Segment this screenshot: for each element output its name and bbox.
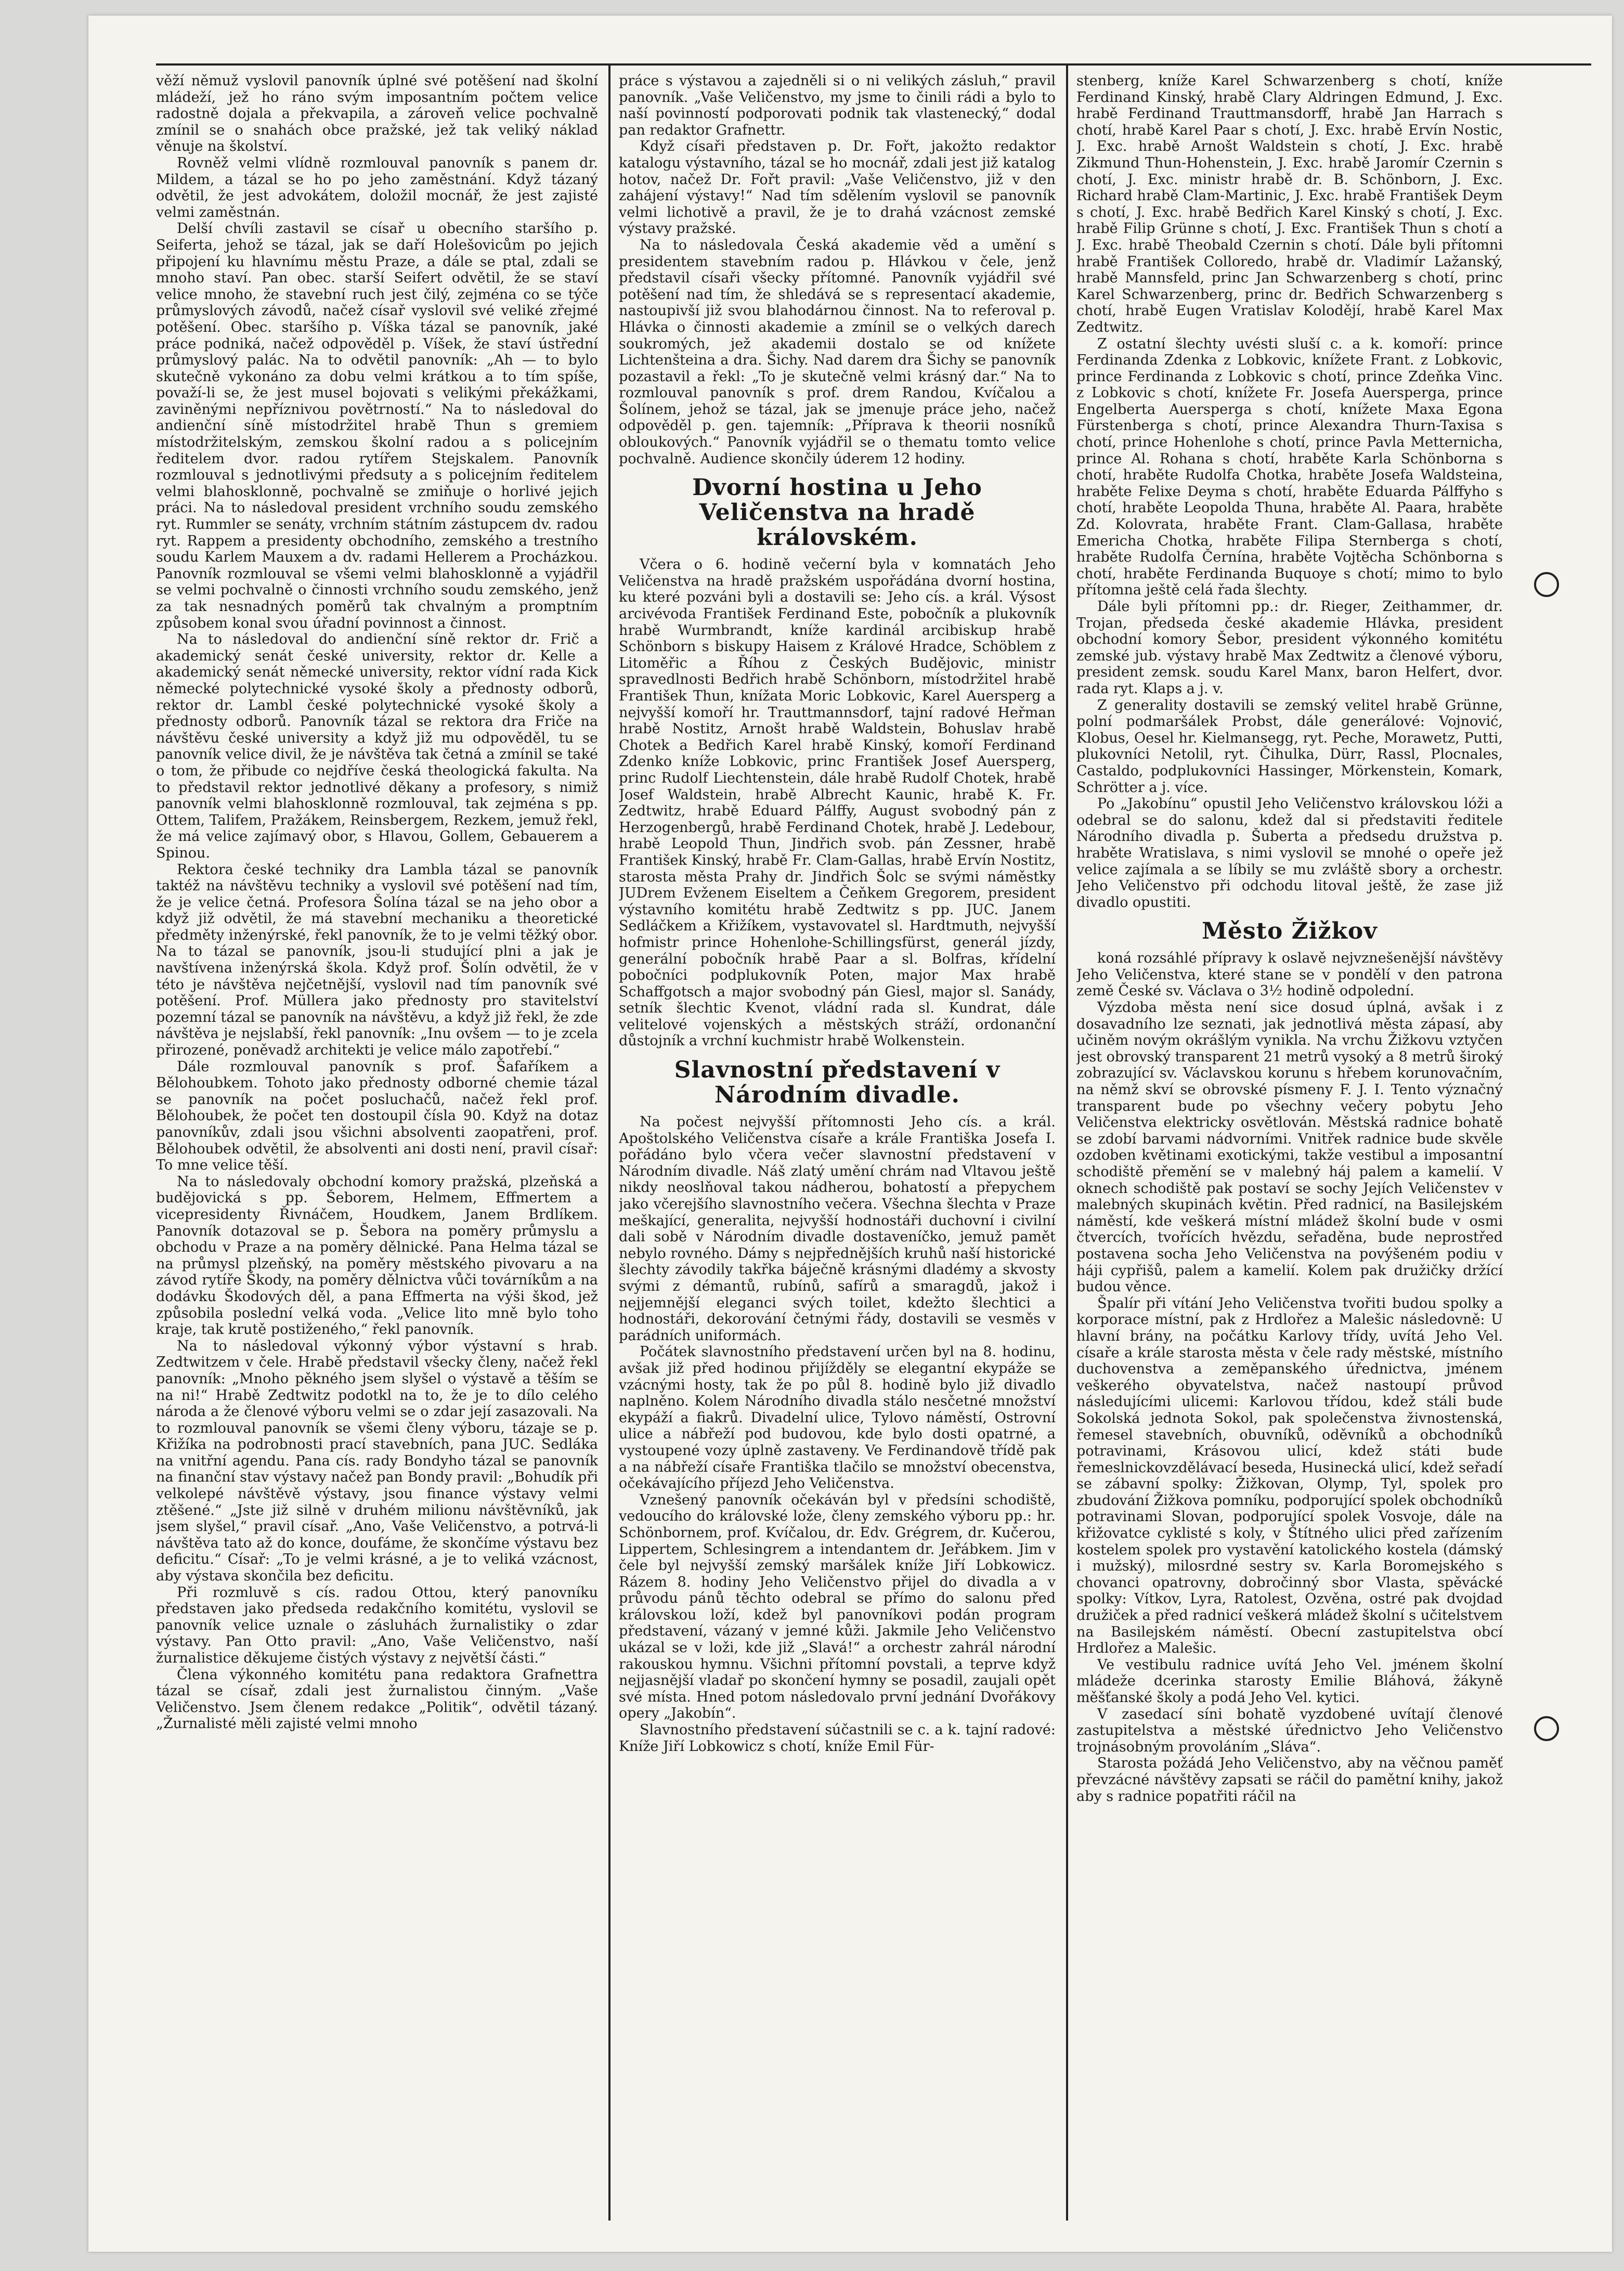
article-headline: Město Žižkov — [1202, 918, 1378, 945]
article-paragraph: stenberg, kníže Karel Schwarzenberg s chotí, kníže Ferdinand Kinský, hrabě Clary Aldringen Edmund, J. Exc. hrabě Ferdinand Trauttmansdorff, hrabě Jan Harrach s chotí, hrabě Karel Paar s chotí, J. Exc. hrabě Ervín Nostic, J. Exc. hrabě Arnošt Waldstein s chotí, J. Exc. hrabě Zikmund Thun-Hohenstein, J. Exc. hrabě Jaromír Czernin s chotí, J. Exc. ministr hrabě dr. B. Schönborn, J. Exc. Richard hrabě Clam-Martinic, J. Exc. hrabě František Deym s chotí, J. Exc. hrabě Bedřich Karel Kinský s chotí, J. Exc. hrabě Filip Grünne s chotí, J. Exc. František Thun s chotí a J. Exc. hrabě Theobald Czernin s chotí. Dále byli přítomni hrabě František Colloredo, hrabě dr. Vladimír Lažanský, hrabě Mannsfeld, princ Jan Schwarzenberg s chotí, princ Karel Schwarzenberg, princ dr. Bedřich Schwarzenberg s chotí, hrabě Eugen Vratislav Kolodějí, hrabě Karel Max Zedtwitz. — [1076, 73, 1503, 335]
article-paragraph: Na to následoval do andienční síně rektor dr. Frič a akademický senát české university, rektor dr. Kelle a akademický senát německé university, rektor vídní rada Kick německé polytechnické vysoké školy a přednosty odborů, rektor dr. Lambl české polytechnické vysoké školy a přednosty odborů. Panovník tázal se rektora dra Friče na návštěvu české university a když již mu odpověděl, tu se panovník velice divil, že je návštěva tak četná a zmínil se také o tom, že přibude co nejdříve česká theologická fakulta. Na to představil rektor jednotlivé děkany a profesory, s nimiž panovník velmi blahosklonně rozmlouval, tak zejména s pp. Ottem, Talifem, Pražákem, Reinsbergem, Rezkem, jemuž řekl, že má velice zajímavý obor, s Hlavou, Gollem, Gebauerem a Spinou. — [156, 631, 598, 861]
article-paragraph: Ve vestibulu radnice uvítá Jeho Vel. jménem školní mládeže dcerinka starosty Emilie Bláhová, žákyně měšťanské školy a podá Jeho Vel. kytici. — [1076, 1656, 1503, 1706]
article-paragraph: Výzdoba města není sice dosud úplná, avšak i z dosavadního lze seznati, jak jednotlivá města zápasí, aby učiněm novým okrášlým vynikla. Na vrchu Žižkovu vztyčen jest obrovský transparent 21 metrů vysoký a 8 metrů široký zobrazující sv. Václavskou korunu s hřebem korunovačním, na němž skví se obrovské písmeny F. J. I. Tento význačný transparent bude po všechny večery pobytu Jeho Veličenstva elektricky osvětlován. Městská radnice bohatě se zdobí barvami nádvorními. Vnitřek radnice bude skvěle ozdoben květinami exotickými, takže vestibul a imposantní schodiště přemění se v malebný háj palem a kamelií. V oknech schodiště pak postaví se sochy Jejích Veličenstev v malebných skupinách květin. Před radnicí, na Basilejském náměstí, kde veškerá místní mládež školní bude v osmi čtvercích, tvořících hvězdu, seřaděna, bude neprostřed postavena socha Jeho Veličenstva na povýšeném podiu v háji cypřišů, palem a kamelií. Kolem pak družičky držící budou věnce. — [1076, 1000, 1503, 1295]
article-paragraph: Rektora české techniky dra Lambla tázal se panovník taktéž na návštěvu techniky a vyslovil své potěšení nad tím, že je velice četná. Profesora Šolína tázal se na jeho obor a když již odvětil, že má stavební mechaniku a theoretické předměty inženýrské, řekl panovník, že to je velmi těžký obor. Na to tázal se panovník, jsou-li studující plni a jak je navštívena inženýrská škola. Když prof. Šolín odvětil, že v této je návštěva nejčetnější, vyslovil nad tím panovník své potěšení. Prof. Müllera jako přednosty pro stavitelství pozemní tázal se panovník na návštěvu, a když již řekl, že zde návštěva je nejslabší, řekl panovník: „Inu ovšem — to je zcela přirozené, poněvadž architekti je velice málo zapotřebí.“ — [156, 861, 598, 1059]
article-paragraph: Člena výkonného komitétu pana redaktora Grafnettra tázal se císař, zdali jest žurnalistou činným. „Vaše Veličenstvo. Jsem členem redakce „Politik“, odvětil tázaný. „Žurnalisté měli zajisté velmi mnoho — [156, 1666, 598, 1732]
article-paragraph: V zasedací síni bohatě vyzdobené uvítají členové zastupitelstva a městské úřednictvo Jeho Veličenstvo trojnásobným provoláním „Sláva“. — [1076, 1706, 1503, 1755]
article-paragraph: Na to následovaly obchodní komory pražská, plzeňská a budějovická s pp. Šeborem, Helmem, Effmertem a vicepresidenty Řivnáčem, Houdkem, Janem Brdlíkem. Panovník dotazoval se p. Šebora na poměry průmyslu a obchodu v Praze a na poměry dělnické. Pana Helma tázal se na průmysl plzeňský, na poměry městského pivovaru a na závod rytíře Škody, na poměry dělnictva vůči továrníkům a na dodávku Škodových děl, a pana Effmerta na výši škod, jež způsobila poslední velká voda. „Velice lito mně bylo toho kraje, tak krutě postiženého,“ řekl panovník. — [156, 1173, 598, 1338]
article-paragraph: Když císaři představen p. Dr. Fořt, jakožto redaktor katalogu výstavního, tázal se ho mocnář, zdali jest již katalog hotov, načež Dr. Fořt pravil: „Vaše Veličenstvo, již v den zahájení výstavy!“ Nad tím sdělením vyslovil se panovník velmi lichotivě a pravil, že je to drahá vzácnost zemské výstavy pražské. — [619, 138, 1056, 237]
article-paragraph: práce s výstavou a zajedněli si o ni velikých zásluh,“ pravil panovník. „Vaše Veličenstvo, my jsme to činili rádi a bylo to naší povinností podporovati podnik tak vlastenecký,“ dodal pan redaktor Grafnettr. — [619, 73, 1056, 138]
article-headline: Dvorní hostina u Jeho Veličenstva na hradě královském. — [692, 474, 982, 551]
article-headline: Slavnostní představení v Národním divadle. — [674, 1057, 1001, 1109]
column-1 — [156, 73, 598, 2215]
article-paragraph: Z ostatní šlechty uvésti sluší c. a k. komoří: prince Ferdinanda Zdenka z Lobkovic, knížete Frant. z Lobkovic, prince Ferdinanda z Lobkovic s chotí, prince Zdeňka Vinc. z Lobkovic s chotí, knížete Fr. Josefa Auersperga, prince Engelberta Auersperga s chotí, knížete Maxa Egona Fürstenberga s chotí, prince Alexandra Thurn-Taxisa s chotí, prince Hohenlohe s chotí, prince Pavla Metternicha, prince Al. Rohana s chotí, hraběte Karla Schönborna s chotí, hraběte Rudolfa Chotka, hraběte Josefa Waldsteina, hraběte Felixe Deyma s chotí, hraběte Eduarda Pálffyho s chotí, hraběte Leopolda Thuna, hraběte Al. Paara, hraběte Zd. Kolovrata, hraběte Frant. Clam-Gallasa, hraběte Emericha Chotka, hraběte Filipa Sternberga s chotí, hraběte Rudolfa Černína, hraběte Vojtěcha Schönborna s chotí, hraběte Ferdinanda Buquoye s chotí; mimo to bylo přítomna ještě celá řada šlechty. — [1076, 335, 1503, 599]
article-paragraph: Dále byli přítomni pp.: dr. Rieger, Zeithammer, dr. Trojan, předseda české akademie Hlávka, president obchodní komory Šebor, president výkonného komitétu zemské jub. výstavy hrabě Max Zedtwitz a členové výboru, president zemsk. soudu Karel Manx, baron Helfert, dvor. rada ryt. Klaps a j. v. — [1076, 599, 1503, 697]
newspaper-page — [88, 16, 1612, 2252]
article-paragraph: Starosta požádá Jeho Veličenstvo, aby na věčnou paměť převzácné návštěvy zapsati se ráčil do pamětní knihy, jakož aby s radnice popatřiti ráčil na — [1076, 1755, 1503, 1805]
top-rule — [156, 63, 1591, 66]
column-rule-2 — [1066, 66, 1068, 2221]
binding-hole — [1534, 1716, 1559, 1741]
article-paragraph: Rovněž velmi vlídně rozmlouval panovník s panem dr. Mildem, a tázal se ho po jeho zaměstnání. Když tázaný odvětil, že jest advokátem, doložil mocnář, že jest zajisté velmi zaměstnán. — [156, 154, 598, 220]
article-paragraph: Špalír při vítání Jeho Veličenstva tvořiti budou spolky a korporace místní, pak z Hrdlořez a Malešic následovně: U hlavní brány, na počátku Karlovy třídy, uvítá Jeho Vel. císaře a krále starosta města v čele rady městské, místního duchovenstva a zeměpanského úřednictva, jménem veškerého obyvatelstva, načež nastoupí průvod následujícími ulicemi: Karlovou třídou, kdež stáli bude Sokolská jednota Sokol, pak společenstva živnostenská, řemesel stavebních, obuvníků, oděvníků a obchodníků potravinami, Krásovou ulicí, kdež státi bude řemeslnickovzdělávací beseda, Husinecká ulicí, kdež seřadí se zábavní spolky: Žižkovan, Olymp, Tyl, spolek pro zbudování Žižkova pomníku, podporující spolek obchodníků potravinami Slovan, podporující spolek Vosvoje, dále na křižovatce cyklisté s koly, v Štítného ulici před zařízením kostelem spolek pro vystavění katolického kostela (dámský i mužský), milosrdné sestry sv. Karla Boromejského s chovanci opatrovny, dobročinný sbor Vlasta, spěvácké spolky: Vítkov, Lyra, Ratolest, Ozvěna, ostré pak dvojdad družiček a před radnicí veškerá mládež školní s učitelstvem na Basilejském náměstí. Obecní zastupitelstva obcí Hrdlořez a Malešic. — [1076, 1295, 1503, 1657]
article-paragraph: Slavnostního představení súčastnili se c. a k. tajní radové: Kníže Jiří Lobkowicz s chotí, kníže Emil Für- — [619, 1722, 1056, 1755]
article-paragraph: věží němuž vyslovil panovník úplné své potěšení nad školní mládeží, jež ho ráno svým imposantním počtem velice radostně dojala a překvapila, a zároveň velice pochvalně zmínil se o snahách obce pražské, jež tak veliký náklad věnuje na školství. — [156, 73, 598, 155]
article-paragraph: Na počest nejvyšší přítomnosti Jeho cís. a král. Apoštolského Veličenstva císaře a krále Františka Josefa I. pořádáno bylo včera večer slavnostní představení v Národním divadle. Náš zlatý umění chrám nad Vltavou ještě nikdy neoslňoval takou nádherou, bohatostí a přepychem jako včerejšího slavnostního večera. Všechna šlechta v Praze meškající, generalita, nejvyšší hodnostáři duchovní i civilní dali sobě v Národním divadle dostaveníčko, jemuž pamět nebylo rovného. Dámy s nejpřednějších kruhů naší historické šlechty závodily takřka báječně krásnými dladémy a skvosty svými z démantů, rubínů, safírů a smaragdů, jakož i nejjemnější eleganci svých toilet, kdežto šlechtici a hodnostáři, dekorování četnými řády, dostavili se vesměs v parádních uniformách. — [619, 1114, 1056, 1344]
article-paragraph: Po „Jakobínu“ opustil Jeho Veličenstvo královskou lóži a odebral se do salonu, kdež dal si představiti ředitele Národního divadla p. Šuberta a předsedu družstva p. hraběte Wratislava, s nimi vyslovil se mnohé o opeře jež velice zajímala a se líbily se mu zvláště sbory a orchestr. Jeho Veličenstvo při odchodu litoval ještě, že zase již divadlo opustiti. — [1076, 796, 1503, 911]
article-paragraph: Na to následovala Česká akademie věd a umění s presidentem stavebním radou p. Hlávkou v čele, jenž představil císaři všecky přítomné. Panovník vyjádřil své potěšení nad tím, že shledává se s representací akademie, nastoupivší již svou blahodárnou činnost. Na to referoval p. Hlávka o činnosti akademie a zmínil se o velkých darech soukromých, jež akademii dostalo se od knížete Lichtenšteina a dra. Šichy. Nad darem dra Šichy se panovník pozastavil a řekl: „To je skutečně velmi krásný dar.“ Na to rozmlouval panovník s prof. drem Randou, Kvíčalou a Šolínem, jehož se tázal, jak se jmenuje práce jeho, načež odpověděl p. gen. tajemník: „Příprava k theorii nosníků obloukových.“ Panovník vyjádřil se o thematu tomto velice pochvalně. Audience skončily úderem 12 hodiny. — [619, 237, 1056, 467]
article-paragraph: Na to následoval výkonný výbor výstavní s hrab. Zedtwitzem v čele. Hrabě představil všecky členy, načež řekl panovník: „Mnoho pěkného jsem slyšel o výstavě a těším se na ni!“ Hrabě Zedtwitz podotkl na to, že je to dílo celého národa a že členové výboru velmi se o zdar její zasazovali. Na to rozmlouval panovník se všemi členy výboru, tázaje se p. Křižíka na podrobnosti prací stavebních, pana JUC. Sedláka na vnitřní agendu. Pana cís. rady Bondyho tázal se panovník na finanční stav výstavy načež pan Bondy pravil: „Bohudík při velkolepé návštěvě výstavy, jsou finance výstavy velmi ztěšené.“ „Jste již silně v druhém milionu návštěvníků, jak jsem slyšel,“ pravil císař. „Ano, Vaše Veličenstvo, a potrvá-li návštěva tato až do konce, doufáme, že skončíme výstavu bez deficitu.“ Císař: „To je velmi krásné, a je to veliká vzácnost, aby výstava skončila bez deficitu. — [156, 1338, 598, 1585]
article-paragraph: Vznešený panovník očekáván byl v předsíni schodiště, vedoucího do královské lože, členy zemského výboru pp.: hr. Schönbornem, prof. Kvíčalou, dr. Edv. Grégrem, dr. Kučerou, Lippertem, Schlesingrem a intendantem dr. Jeřábkem. Jim v čele byl nejvyšší zemský maršálek kníže Jiří Lobkowicz. Rázem 8. hodiny Jeho Veličenstvo přijel do divadla a v průvodu pánů těchto odebral se přímo do salonu před královskou loží, kdež byl panovníkovi podán program představení, vázaný v jemné kůži. Jakmile Jeho Veličenstvo ukázal se v loži, kde již „Slavá!“ a orchestr zahrál národní rakouskou hymnu. Všichni přítomní povstali, a teprve když nejjasnější vladař po skončení hymny se posadil, zaujali opět své místa. Hned potom následovalo první jednání Dvořákovy opery „Jakobín“. — [619, 1491, 1056, 1722]
column-rule-1 — [608, 66, 610, 2221]
binding-hole — [1534, 572, 1559, 597]
article-paragraph: Dále rozmlouval panovník s prof. Šafaříkem a Bělohoubkem. Tohoto jako přednosty odborné chemie tázal se panovník na počet posluchačů, načež řekl prof. Bělohoubek, že počet ten dostoupil čísla 90. Když na dotaz panovníkův, zdali jsou všichni absolventi zaopatřeni, prof. Bělohoubek odvětil, že absolventi ani dosti není, pravil císař: To mne velice těší. — [156, 1058, 598, 1174]
article-paragraph: Počátek slavnostního představení určen byl na 8. hodinu, avšak již před hodinou přijížděly se elegantní ekypáže se vzácnými hosty, tak že po půl 8. hodině bylo již divadlo naplněno. Kolem Národního divadla stálo nesčetné množství ekypáží a fiakrů. Divadelní ulice, Tylovo náměstí, Ostrovní ulice a nábřeží pod budovou, kde bylo dosti opatrné, a vystoupené vozy úplně zastaveny. Ve Ferdinandově třídě pak a na nábřeží císaře Františka tlačilo se množství obecenstva, očekávajícího příjezd Jeho Veličenstva. — [619, 1344, 1056, 1492]
column-3 — [1076, 73, 1503, 2215]
article-paragraph: koná rozsáhlé přípravy k oslavě nejvznešenější návštěvy Jeho Veličenstva, které stane se v pondělí v den patrona země České sv. Václava o 3½ hodině odpolední. — [1076, 950, 1503, 1000]
article-paragraph: Při rozmluvě s cís. radou Ottou, který panovníku představen jako předseda redakčního komitétu, vyslovil se panovník velice uznale o zásluhách žurnalistiky o zdar výstavy. Pan Otto pravil: „Ano, Vaše Veličenstvo, naší žurnalistice děkujeme čistých výstavy z největší části.“ — [156, 1584, 598, 1666]
column-2 — [619, 73, 1056, 2215]
article-paragraph: Včera o 6. hodině večerní byla v komnatách Jeho Veličenstva na hradě pražském uspořádána dvorní hostina, ku které pozváni byli a dostavili se: Jeho cís. a král. Výsost arcivévoda František Ferdinand Este, pobočník a plukovník hrabě Wurmbrandt, kníže kardinál arcibiskup hrabě Schönborn s biskupy Haisem z Králové Hradce, Schöblem z Litoměřic a Říhou z Českých Budějovic, ministr spravedlnosti Bedřich hrabě Schönborn, místodržitel hrabě František Thun, knížata Moric Lobkovic, Karel Auersperg a nejvyšší komoří hr. Trauttmannsdorf, tajní radové Heřman hrabě Nostitz, Arnošt hrabě Waldstein, Bohuslav hrabě Chotek a Bedřich Karel hrabě Kinský, komoří Ferdinand Zdenko kníže Lobkovic, princ František Josef Auersperg, princ Rudolf Liechtenstein, dále hrabě Rudolf Chotek, hrabě Josef Waldstein, hrabě Albrecht Kaunic, hrabě K. Fr. Zedtwitz, hrabě Eduard Pálffy, August svobodný pán z Herzogenbergů, hrabě Ferdinand Chotek, hrabě J. Ledebour, hrabě Leopold Thun, Jindřich svob. pán Zessner, hrabě František Kinský, hrabě Fr. Clam-Gallas, hrabě Ervín Nostitz, starosta města Prahy dr. Jindřich Šolc se svými náměstky JUDrem Evženem Eiseltem a Čeňkem Gregorem, president výstavního komitétu hrabě Zedtwitz s pp. JUC. Janem Sedláčkem a Křižíkem, vystavovatel sl. Hardtmuth, nejvyšší hofmistr prince Hohenlohe-Schillingsfürst, generál jízdy, generální pobočník hrabě Paar a sl. Bolfras, křídelní pobočníci podplukovník Poten, major Max hrabě Schaffgotsch a major svobodný pán Giesl, major sl. Sanády, setník šlechtic Kvenot, vládní rada sl. Kundrat, dále velitelové vojenských a městských stráží, ordonanční důstojník a vrchní kuchmistr hrabě Wolkenstein. — [619, 556, 1056, 1049]
article-paragraph: Delší chvíli zastavil se císař u obecního staršího p. Seiferta, jehož se tázal, jak se daří Holešovicům po jejich připojení ku hlavnímu městu Praze, a dále se ptal, zdali se mnoho staví. Pan obec. starší Seifert odvětil, že se staví velice mnoho, že stavební ruch jest čilý, zejména co se týče průmyslových závodů, načež císař vyslovil své veliké zřejmé potěšení. Obec. staršího p. Víška tázal se panovník, jaké práce podniká, načež odpověděl p. Víšek, že staví ústřední průmyslový palác. Na to odvětil panovník: „Ah — to bylo skutečně vykonáno za dobu velmi krátkou a to tím spíše, považí-li se, že jest musel bojovati s velikými překážkami, zaviněnými nepříznivou povětrností.“ Na to následoval do andienční síně místodržitel hrabě Thun s gremiem místodržitelským, zemskou školní radou a s policejním ředitelem dvor. radou rytířem Stejskalem. Panovník rozmlouval s jednotlivými předsuty a s policejním ředitelem velmi blahosklonně, pochvalně se zmiňuje o horlivé jejich práci. Na to následoval president vrchního soudu zemského ryt. Rummler se senáty, vrchním státním zástupcem dv. radou ryt. Rappem a presidenty obchodního, zemského a trestního soudu Karlem Mauxem a dv. radami Hellerem a Procházkou. Panovník rozmlouval se všemi velmi blahosklonně a vyjádřil se velmi pochvalně o činnosti vrchního soudu zemského, jenž za tak nesnadných poměrů tak chvalným a promptním způsobem konal svou úřadní povinnost a činnost. — [156, 220, 598, 631]
article-paragraph: Z generality dostavili se zemský velitel hrabě Grünne, polní podmaršálek Probst, dále generálové: Vojnović, Klobus, Oesel hr. Kielmansegg, ryt. Peche, Morawetz, Putti, plukovníci Netolil, ryt. Čihulka, Dürr, Rassl, Plocnales, Castaldo, podplukovníci Hassinger, Mörkenstein, Komark, Schrötter a j. více. — [1076, 697, 1503, 796]
